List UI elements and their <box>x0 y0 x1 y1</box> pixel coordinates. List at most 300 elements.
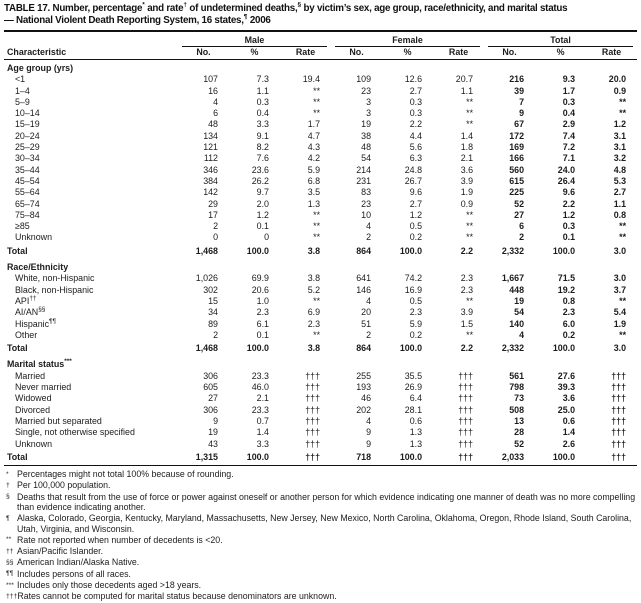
value-cell: ††† <box>458 382 474 393</box>
value-cell: 9 <box>519 108 525 119</box>
value-cell: 6.1 <box>256 318 269 329</box>
table-row <box>4 285 637 296</box>
table-row <box>4 142 637 153</box>
value-cell: 39 <box>514 85 525 96</box>
table-row <box>4 393 637 404</box>
row-label: 15–19 <box>15 119 40 130</box>
value-cell: ** <box>313 85 321 96</box>
value-cell: 4 <box>519 329 525 340</box>
value-cell: 24.0 <box>557 164 576 175</box>
row-label: 75–84 <box>15 209 40 220</box>
group-label-total: Total <box>488 35 633 47</box>
table-row <box>4 319 637 330</box>
value-cell: 20.0 <box>608 74 627 85</box>
col-header-pct: % <box>382 47 433 60</box>
value-cell: ** <box>466 329 474 340</box>
value-cell: 2,332 <box>501 245 525 256</box>
value-cell: ** <box>619 96 627 107</box>
footnote <box>4 535 637 546</box>
value-cell: 12.6 <box>404 74 423 85</box>
value-cell: 306 <box>203 370 218 381</box>
table-row <box>4 439 637 450</box>
value-cell: 134 <box>203 130 218 141</box>
row-label: Total <box>4 450 178 466</box>
value-cell: 2.3 <box>307 318 321 329</box>
value-cell: 9.1 <box>256 130 269 141</box>
value-cell: ††† <box>611 415 627 426</box>
value-cell: ††† <box>305 438 321 449</box>
value-cell: 2.3 <box>562 307 576 318</box>
value-cell: 231 <box>356 175 372 186</box>
table-title-line-1: TABLE 17. Number, percentage* and rate† of undetermined deaths,§ by victim’s sex, age group, race/ethnicity, and marital status <box>4 1 568 14</box>
value-cell: 6.0 <box>562 318 576 329</box>
value-cell: 798 <box>509 382 525 393</box>
value-cell: 306 <box>203 404 218 415</box>
value-cell: ** <box>466 295 474 306</box>
value-cell: 216 <box>509 74 525 85</box>
value-cell: 100.0 <box>552 245 576 256</box>
value-cell: 112 <box>203 153 218 164</box>
value-cell: 27 <box>208 393 218 404</box>
footnote <box>4 492 637 514</box>
row-label: API†† <box>15 294 37 306</box>
value-cell: ††† <box>458 393 474 404</box>
footnote <box>4 480 637 491</box>
value-cell: ** <box>313 108 321 119</box>
value-cell: 54 <box>361 153 372 164</box>
group-label-male: Male <box>182 35 327 47</box>
table-row <box>4 371 637 382</box>
value-cell: 26.9 <box>404 382 423 393</box>
value-cell: 27.6 <box>557 370 576 381</box>
value-cell: ††† <box>305 382 321 393</box>
table-body <box>4 60 637 466</box>
value-cell: 1.7 <box>562 85 576 96</box>
value-cell: 0.1 <box>562 232 576 243</box>
value-cell: 46 <box>361 393 372 404</box>
value-cell: 19 <box>361 119 372 130</box>
value-cell: 3.0 <box>613 245 627 256</box>
table-row <box>4 176 637 187</box>
col-header-rate: Rate <box>433 47 484 60</box>
footnote-marker: ** <box>6 536 12 544</box>
value-cell: 641 <box>356 273 372 284</box>
value-cell: 100.0 <box>399 343 423 354</box>
value-cell: 3.3 <box>256 438 269 449</box>
table-row <box>4 165 637 176</box>
value-cell: 255 <box>356 370 372 381</box>
value-cell: ** <box>313 221 321 232</box>
value-cell: 9 <box>213 415 218 426</box>
value-cell: 19.2 <box>557 284 576 295</box>
value-cell: 52 <box>514 438 525 449</box>
value-cell: ††† <box>305 404 321 415</box>
row-label: AI/AN§§ <box>15 306 46 318</box>
row-label: Total <box>7 245 28 256</box>
value-cell: 3.1 <box>613 142 627 153</box>
value-cell: 100.0 <box>246 245 269 256</box>
value-cell: 2.3 <box>460 273 474 284</box>
value-cell: 0.2 <box>409 232 423 243</box>
superscript-marker: §§ <box>38 306 46 314</box>
value-cell: ††† <box>458 427 474 438</box>
value-cell: 1.3 <box>409 438 423 449</box>
row-label: 45–54 <box>15 175 40 186</box>
value-cell: ** <box>619 221 627 232</box>
section-header-label: Age group (yrs) <box>7 63 74 73</box>
table-row <box>4 199 637 210</box>
value-cell: 2.7 <box>409 198 423 209</box>
table-title <box>4 3 637 27</box>
col-header-pct: % <box>229 47 280 60</box>
table-row <box>4 273 637 284</box>
value-cell: 89 <box>208 318 218 329</box>
value-cell: 1.2 <box>256 209 269 220</box>
value-cell: ** <box>313 329 321 340</box>
footnote-marker: § <box>6 493 10 501</box>
footnote-marker: ††† <box>6 592 18 600</box>
row-label: Married but separated <box>15 415 102 426</box>
value-cell: ** <box>466 209 474 220</box>
value-cell: 23.3 <box>251 370 269 381</box>
value-cell: 1.4 <box>256 427 269 438</box>
row-label: Widowed <box>15 393 52 404</box>
table-row <box>4 210 637 221</box>
value-cell: 4.7 <box>307 130 321 141</box>
value-cell: 5.4 <box>613 307 627 318</box>
superscript-marker: *** <box>64 358 72 366</box>
table-row <box>4 330 637 341</box>
value-cell: 2.2 <box>409 119 423 130</box>
value-cell: 3 <box>366 108 372 119</box>
value-cell: 2.7 <box>613 187 627 198</box>
footnote <box>4 557 637 568</box>
value-cell: 1.4 <box>460 130 474 141</box>
col-header-no: No. <box>331 47 382 60</box>
row-label: White, non-Hispanic <box>15 273 95 284</box>
value-cell: 26.2 <box>251 175 269 186</box>
value-cell: ** <box>313 232 321 243</box>
value-cell: 0.7 <box>256 415 269 426</box>
value-cell: ††† <box>611 370 627 381</box>
value-cell: 605 <box>203 382 218 393</box>
value-cell: 302 <box>203 284 218 295</box>
row-label: <1 <box>15 74 26 85</box>
footnote-marker: *** <box>6 581 14 589</box>
value-cell: 0 <box>264 232 269 243</box>
value-cell: 2 <box>519 232 525 243</box>
value-cell: ††† <box>458 370 474 381</box>
col-header-rate: Rate <box>586 47 637 60</box>
value-cell: 0 <box>213 232 218 243</box>
value-cell: 0.3 <box>409 108 423 119</box>
section-header-label: Marital status*** <box>7 358 72 370</box>
value-cell: 51 <box>361 318 372 329</box>
value-cell: 2.3 <box>409 307 423 318</box>
row-label: Other <box>15 329 38 340</box>
value-cell: 146 <box>356 284 372 295</box>
value-cell: 0.8 <box>613 209 627 220</box>
value-cell: 15 <box>208 295 218 306</box>
value-cell: 4 <box>366 415 372 426</box>
table-row <box>4 86 637 97</box>
value-cell: 0.9 <box>613 85 627 96</box>
value-cell: 3.1 <box>613 130 627 141</box>
value-cell: 100.0 <box>535 450 586 466</box>
table-row <box>4 108 637 119</box>
value-cell: ** <box>466 108 474 119</box>
value-cell: 1.5 <box>460 318 474 329</box>
value-cell: 7.1 <box>562 153 576 164</box>
total-row <box>4 244 637 259</box>
row-label: 10–14 <box>15 108 40 119</box>
value-cell: 19 <box>514 295 525 306</box>
value-cell: 73 <box>514 393 525 404</box>
value-cell: 1,667 <box>501 273 525 284</box>
row-label: 65–74 <box>15 198 40 209</box>
table-row <box>4 382 637 393</box>
footnote-text: Rate not reported when number of decedents is <20. <box>17 534 223 545</box>
value-cell: 3.6 <box>562 393 576 404</box>
value-cell: 1.1 <box>613 198 627 209</box>
value-cell: 27 <box>514 209 525 220</box>
table-row <box>4 131 637 142</box>
footnote-text: Asian/Pacific Islander. <box>17 546 104 557</box>
value-cell: 29 <box>208 198 218 209</box>
undetermined-deaths-table <box>4 30 637 466</box>
value-cell: 3.5 <box>307 187 321 198</box>
value-cell: 13 <box>514 415 525 426</box>
row-label: 55–64 <box>15 187 40 198</box>
value-cell: ††† <box>611 393 627 404</box>
value-cell: 4.8 <box>613 164 627 175</box>
value-cell: 140 <box>509 318 525 329</box>
footnote <box>4 513 637 535</box>
value-cell: 0.3 <box>562 96 576 107</box>
value-cell: 2.2 <box>460 343 474 354</box>
table-row <box>4 97 637 108</box>
table-row <box>4 221 637 232</box>
value-cell: 1.2 <box>613 119 627 130</box>
value-cell: 9.6 <box>409 187 423 198</box>
table-header <box>4 31 637 60</box>
group-header-male <box>178 31 331 47</box>
value-cell: ††† <box>305 393 321 404</box>
value-cell: 1.1 <box>460 85 474 96</box>
value-cell: 1.7 <box>307 119 321 130</box>
value-cell: 1,468 <box>195 343 218 354</box>
characteristic-header: Characteristic <box>4 31 178 60</box>
value-cell: 24.8 <box>404 164 423 175</box>
value-cell: 109 <box>356 74 372 85</box>
value-cell: 20 <box>361 307 372 318</box>
value-cell: 0.5 <box>409 295 423 306</box>
footnote-marker: ¶¶ <box>6 570 14 578</box>
value-cell: 48 <box>208 119 218 130</box>
value-cell: 71.5 <box>557 273 576 284</box>
footnote-text: Deaths that result from the use of force or power against oneself or another person for which evidence indicating one manner of death was no more compelling than evidence indicating another. <box>17 491 636 513</box>
value-cell: 2.9 <box>562 119 576 130</box>
value-cell: ** <box>466 96 474 107</box>
table-row <box>4 427 637 438</box>
value-cell: 43 <box>208 438 218 449</box>
value-cell: 5.9 <box>307 164 321 175</box>
value-cell: 10 <box>361 209 372 220</box>
footnotes <box>4 469 637 603</box>
total-row <box>4 341 637 356</box>
value-cell: 0.4 <box>256 108 269 119</box>
value-cell: 561 <box>509 370 525 381</box>
row-label: 30–34 <box>15 153 40 164</box>
value-cell: ††† <box>611 438 627 449</box>
value-cell: ** <box>619 295 627 306</box>
value-cell: 25.0 <box>557 404 576 415</box>
group-label-female: Female <box>335 35 480 47</box>
row-label: 35–44 <box>15 164 40 175</box>
value-cell: 121 <box>203 142 218 153</box>
value-cell: 19 <box>208 427 218 438</box>
value-cell: 3.7 <box>613 284 627 295</box>
value-cell: 193 <box>356 382 372 393</box>
value-cell: 1.3 <box>307 198 321 209</box>
value-cell: 864 <box>356 343 372 354</box>
value-cell: 0.4 <box>562 108 576 119</box>
value-cell: 9.6 <box>562 187 576 198</box>
value-cell: 3.8 <box>307 245 321 256</box>
value-cell: 615 <box>509 175 525 186</box>
value-cell: 4 <box>213 96 218 107</box>
value-cell: 0.3 <box>562 221 576 232</box>
footnote-text: Includes only those decedents aged >18 years. <box>17 580 202 591</box>
value-cell: 67 <box>514 119 525 130</box>
row-label: Total <box>7 343 28 354</box>
row-label: Hispanic¶¶ <box>15 317 57 329</box>
row-label: Single, not otherwise specified <box>15 427 135 438</box>
value-cell: ** <box>313 209 321 220</box>
value-cell: 0.9 <box>460 198 474 209</box>
superscript-marker: †† <box>29 294 37 302</box>
table-row <box>4 405 637 416</box>
value-cell: ††† <box>305 415 321 426</box>
value-cell: 2.6 <box>562 438 576 449</box>
value-cell: 2.2 <box>562 198 576 209</box>
value-cell: 4 <box>366 221 372 232</box>
row-label: Black, non-Hispanic <box>15 284 94 295</box>
value-cell: 142 <box>203 187 218 198</box>
footnote-marker: * <box>6 470 9 478</box>
value-cell: ††† <box>433 450 484 466</box>
value-cell: 2 <box>213 221 218 232</box>
row-label: Divorced <box>15 404 51 415</box>
value-cell: 20.7 <box>455 74 474 85</box>
superscript-marker: ¶ <box>243 13 248 21</box>
value-cell: 23.6 <box>251 164 269 175</box>
value-cell: ††† <box>611 404 627 415</box>
row-label: ≥85 <box>15 221 30 232</box>
row-label: 5–9 <box>15 96 30 107</box>
value-cell: 0.5 <box>409 221 423 232</box>
value-cell: 9.3 <box>562 74 576 85</box>
table-row <box>4 119 637 130</box>
value-cell: 35.5 <box>404 370 423 381</box>
value-cell: 69.9 <box>251 273 269 284</box>
value-cell: ††† <box>611 382 627 393</box>
value-cell: 34 <box>208 307 218 318</box>
value-cell: 100.0 <box>552 343 576 354</box>
value-cell: 26.4 <box>557 175 576 186</box>
footnote-text: Rates cannot be computed for marital status because denominators are unknown. <box>17 591 337 602</box>
value-cell: 4.3 <box>307 142 321 153</box>
value-cell: 0.2 <box>409 329 423 340</box>
value-cell: 2.0 <box>256 198 269 209</box>
value-cell: 508 <box>509 404 525 415</box>
value-cell: 0.3 <box>409 96 423 107</box>
table-row <box>4 187 637 198</box>
value-cell: 0.6 <box>409 415 423 426</box>
value-cell: 6.8 <box>307 175 321 186</box>
group-header-row <box>4 31 637 47</box>
value-cell: 107 <box>203 74 218 85</box>
value-cell: ††† <box>586 450 637 466</box>
value-cell: 8.2 <box>256 142 269 153</box>
value-cell: 1.1 <box>256 85 269 96</box>
value-cell: 2.3 <box>460 284 474 295</box>
value-cell: 2,332 <box>501 343 525 354</box>
footnote-marker: † <box>6 481 10 489</box>
value-cell: 2,033 <box>484 450 535 466</box>
value-cell: 0.6 <box>562 415 576 426</box>
value-cell: 19.4 <box>302 74 321 85</box>
footnote <box>4 546 637 557</box>
value-cell: 5.6 <box>409 142 423 153</box>
value-cell: 1.8 <box>460 142 474 153</box>
value-cell: 6.3 <box>409 153 423 164</box>
value-cell: 0.8 <box>562 295 576 306</box>
section-header-row <box>4 356 637 370</box>
value-cell: 2 <box>213 329 218 340</box>
value-cell: 54 <box>514 307 525 318</box>
footnote <box>4 580 637 591</box>
col-header-pct: % <box>535 47 586 60</box>
value-cell: 52 <box>514 198 525 209</box>
superscript-marker: * <box>142 1 145 9</box>
value-cell: 74.2 <box>404 273 423 284</box>
value-cell: 9.7 <box>256 187 269 198</box>
table-row <box>4 74 637 85</box>
value-cell: 2.1 <box>460 153 474 164</box>
table-row <box>4 296 637 307</box>
value-cell: 3.2 <box>613 153 627 164</box>
value-cell: 3.8 <box>307 343 321 354</box>
value-cell: 4.2 <box>307 153 321 164</box>
value-cell: 7 <box>519 96 525 107</box>
total-row <box>4 450 637 466</box>
footnote-text: Alaska, Colorado, Georgia, Kentucky, Maryland, Massachusetts, New Jersey, New Mexico, North Carolina, Oklahoma, Oregon, Rhode Island, South Carolina, Utah, Virginia, and Wisconsin. <box>17 513 632 535</box>
value-cell: 3.0 <box>613 343 627 354</box>
value-cell: 1,026 <box>195 273 218 284</box>
value-cell: 166 <box>509 153 525 164</box>
value-cell: 3.6 <box>460 164 474 175</box>
row-label: Unknown <box>15 438 52 449</box>
value-cell: 9 <box>366 438 372 449</box>
value-cell: ** <box>619 329 627 340</box>
group-header-female <box>331 31 484 47</box>
value-cell: 202 <box>356 404 372 415</box>
value-cell: 3.0 <box>613 273 627 284</box>
value-cell: 100.0 <box>229 450 280 466</box>
value-cell: 100.0 <box>382 450 433 466</box>
value-cell: 26.7 <box>404 175 423 186</box>
